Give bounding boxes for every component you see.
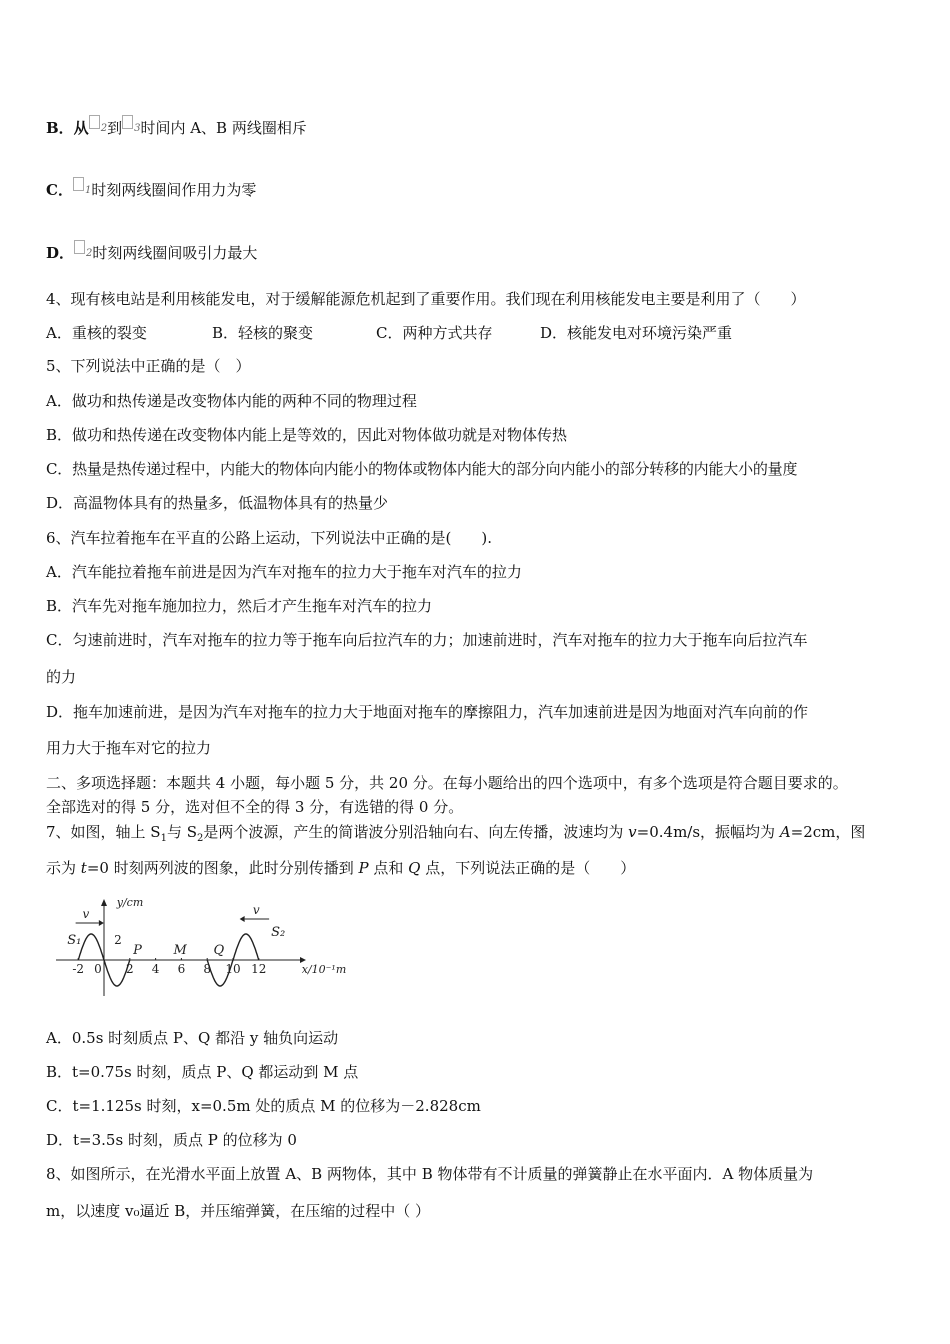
text: A	[779, 823, 791, 841]
wave-chart	[52, 894, 352, 1002]
q4-option-c: C．两种方式共存	[376, 324, 493, 342]
q5-option-d: D．高温物体具有的热量多，低温物体具有的热量少	[46, 494, 389, 512]
q6-stem: 6、汽车拉着拖车在平直的公路上运动，下列说法中正确的是( ).	[46, 529, 493, 547]
q6-option-b: B．汽车先对拖车施加拉力，然后才产生拖车对汽车的拉力	[46, 597, 433, 615]
formula-placeholder-icon	[89, 115, 100, 129]
option-text: 时刻两线圈间吸引力最大	[92, 244, 258, 262]
text: 点，下列说法正确的是（ ）	[420, 859, 636, 877]
q7-stem-line2	[46, 858, 635, 878]
x-tick-label: 4	[151, 962, 160, 976]
q5-option-b: B．做功和热传递在改变物体内能上是等效的，因此对物体做功就是对物体传热	[46, 426, 568, 444]
y-tick-label: 2	[114, 933, 122, 947]
option-text: 到	[107, 119, 123, 137]
text: =0 时刻两列波的图象，此时分别传播到	[86, 859, 359, 877]
text: 7、如图，轴上 S	[46, 823, 161, 841]
text: P	[358, 859, 369, 877]
q6-option-c-line2: 的力	[46, 668, 77, 686]
formula-placeholder-icon	[74, 240, 85, 254]
q6-option-d-line1: D．拖车加速前进，是因为汽车对拖车的拉力大于地面对拖车的摩擦阻力，汽车加速前进是因为地面对汽车向前的作	[46, 703, 809, 721]
point-label: S₂	[271, 925, 286, 940]
velocity-arrowhead	[99, 920, 104, 926]
q4-option-b: B．轻核的聚变	[212, 324, 314, 342]
time-subscript: 2	[86, 248, 93, 259]
x-tick-label: 10	[225, 962, 241, 976]
point-label: S₁	[67, 933, 82, 948]
point-label: Q	[213, 943, 225, 958]
q7-option-c: C．t=1.125s 时刻，x=0.5m 处的质点 M 的位移为－2.828cm	[46, 1097, 481, 1115]
option-label: C．	[46, 181, 73, 199]
formula-placeholder-icon	[73, 177, 84, 191]
q3-option-b	[46, 115, 307, 139]
text: t	[80, 859, 87, 877]
q8-stem-line2: m，以速度 v₀逼近 B，并压缩弹簧，在压缩的过程中（ ）	[46, 1202, 431, 1220]
point-label: P	[133, 943, 142, 958]
q7-option-b: B．t=0.75s 时刻，质点 P、Q 都运动到 M 点	[46, 1063, 359, 1081]
option-text: 时间内 A、B 两线圈相斥	[140, 119, 307, 137]
q5-stem: 5、下列说法中正确的是（ ）	[46, 357, 251, 375]
q4-options	[46, 323, 906, 343]
x-tick-label: 6	[177, 962, 186, 976]
y-axis-label: y/cm	[116, 896, 144, 909]
formula-placeholder-icon	[122, 115, 133, 129]
q5-option-c: C．热量是热传递过程中，内能大的物体向内能小的物体或物体内能大的部分向内能小的部分转移的内能大小的量度	[46, 460, 798, 478]
text: v	[628, 823, 637, 841]
wave-chart-svg	[52, 894, 352, 1002]
subscript: 1	[160, 833, 167, 844]
q4-stem: 4、现有核电站是利用核能发电，对于缓解能源危机起到了重要作用。我们现在利用核能发电主要是利用了（ ）	[46, 290, 806, 308]
section-2-heading: 二、多项选择题：本题共 4 小题，每小题 5 分，共 20 分。在每小题给出的四个选项中，有多个选项是符合题目要求的。	[46, 774, 848, 792]
q3-option-d	[46, 240, 257, 264]
subscript: 2	[197, 833, 204, 844]
option-text: 时刻两线圈间作用力为零	[91, 181, 257, 199]
velocity-label: v	[252, 903, 260, 917]
q7-option-a: A．0.5s 时刻质点 P、Q 都沿 y 轴负向运动	[46, 1029, 339, 1047]
x-axis-label: x/10⁻¹m	[301, 963, 347, 976]
text: =0.4m/s，振幅均为	[636, 823, 780, 841]
y-axis-arrow	[101, 899, 107, 906]
text: 示为	[46, 859, 81, 877]
q4-option-a: A．重核的裂变	[46, 324, 147, 342]
text: Q	[408, 859, 421, 877]
text: 点和	[368, 859, 409, 877]
time-subscript: 3	[134, 123, 141, 134]
section-2-scoring: 全部选对的得 5 分，选对但不全的得 3 分，有选错的得 0 分。	[46, 798, 464, 816]
q3-option-c	[46, 177, 256, 201]
q6-option-a: A．汽车能拉着拖车前进是因为汽车对拖车的拉力大于拖车对汽车的拉力	[46, 563, 522, 581]
option-label: D．	[46, 244, 75, 262]
x-tick-label: 8	[203, 962, 212, 976]
q6-option-d-line2: 用力大于拖车对它的拉力	[46, 739, 212, 757]
option-label: B．从	[46, 119, 89, 137]
q7-stem-line1	[46, 822, 865, 849]
q6-option-c-line1: C．匀速前进时，汽车对拖车的拉力等于拖车向后拉汽车的力；加速前进时，汽车对拖车的拉力大于拖车向后拉汽车	[46, 631, 808, 649]
x-tick-label: -2	[72, 962, 85, 976]
text: 是两个波源，产生的简谐波分别沿轴向右、向左传播，波速均为	[203, 823, 629, 841]
x-tick-label: 0	[94, 962, 102, 976]
time-subscript: 1	[84, 185, 92, 196]
velocity-label: v	[82, 907, 90, 921]
time-subscript: 2	[100, 123, 108, 134]
text: =2cm，图	[790, 823, 866, 841]
q4-option-d: D．核能发电对环境污染严重	[540, 324, 733, 342]
q7-option-d: D．t=3.5s 时刻，质点 P 的位移为 0	[46, 1131, 297, 1149]
text: 与 S	[166, 823, 198, 841]
velocity-arrowhead	[240, 916, 245, 922]
x-tick-label: 12	[251, 962, 267, 976]
point-label: M	[173, 943, 187, 958]
q8-stem-line1: 8、如图所示，在光滑水平面上放置 A、B 两物体，其中 B 物体带有不计质量的弹簧静止在水平面内．A 物体质量为	[46, 1165, 814, 1183]
q5-option-a: A．做功和热传递是改变物体内能的两种不同的物理过程	[46, 392, 417, 410]
x-tick-label: 2	[125, 962, 134, 976]
